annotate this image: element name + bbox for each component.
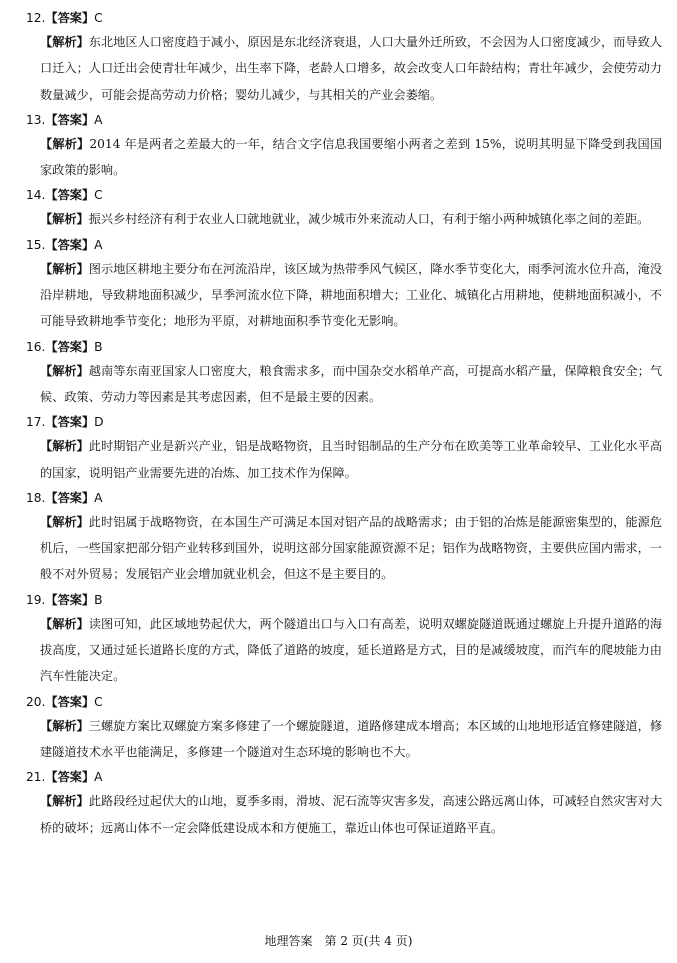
analysis-paragraph [26, 206, 662, 232]
answer-item [26, 487, 662, 588]
question-number: 20. [26, 694, 46, 709]
answer-line [26, 7, 662, 29]
answer-line [26, 589, 662, 611]
answer-item [26, 691, 662, 766]
question-number: 21. [26, 770, 46, 785]
answer-choice: A [94, 237, 103, 252]
answer-item [26, 589, 662, 690]
answer-choice: C [94, 694, 103, 709]
analysis-text: 振兴乡村经济有利于农业人口就地就业，减少城市外来流动人口，有利于缩小两种城镇化率之间的差距。 [88, 212, 650, 227]
analysis-tag: 【解析】 [40, 136, 90, 151]
analysis-paragraph [26, 509, 662, 588]
analysis-tag: 【解析】 [40, 794, 89, 809]
analysis-tag: 【解析】 [40, 616, 89, 631]
analysis-paragraph [26, 256, 662, 335]
answer-item [26, 411, 662, 486]
analysis-text: 此路段经过起伏大的山地，夏季多雨，滑坡、泥石流等灾害多发，高速公路远离山体，可减轻自然灾害对大桥的破坏；远离山体不一定会降低建设成本和方便施工，靠近山体也可保证道路平直。 [40, 794, 663, 835]
analysis-tag: 【解析】 [40, 439, 89, 454]
answer-tag: 【答案】 [45, 770, 95, 785]
answer-line [26, 766, 662, 788]
answer-tag: 【答案】 [45, 694, 95, 709]
question-number: 15. [26, 237, 46, 252]
analysis-tag: 【解析】 [40, 718, 89, 733]
answer-choice: C [94, 188, 103, 203]
analysis-text: 此时期铝产业是新兴产业，铝是战略物资，且当时铝制品的生产分布在欧美等工业革命较早、工业化水平高的国家，说明铝产业需要先进的冶炼、加工技术作为保障。 [40, 439, 663, 480]
answer-choice: A [94, 490, 103, 505]
answer-page [26, 6, 662, 842]
question-number: 12. [26, 11, 46, 25]
answer-line [26, 109, 662, 131]
analysis-paragraph [26, 131, 662, 184]
question-number: 14. [26, 188, 46, 203]
analysis-text: 读图可知，此区域地势起伏大，两个隧道出口与入口有高差，说明双螺旋隧道既通过螺旋上升提升道路的海拔高度，又通过延长道路长度的方式，降低了道路的坡度，延长道路是方式，目的是减缓坡度，而汽车的爬坡能力由汽车性能决定。 [40, 616, 663, 684]
analysis-paragraph [26, 611, 662, 690]
answer-item [26, 7, 662, 108]
analysis-tag: 【解析】 [40, 363, 89, 378]
question-number: 18. [26, 490, 46, 505]
answer-tag: 【答案】 [45, 592, 95, 607]
question-number: 17. [26, 415, 46, 430]
analysis-paragraph [26, 713, 662, 766]
question-number: 16. [26, 339, 46, 354]
answer-tag: 【答案】 [45, 237, 95, 252]
analysis-tag: 【解析】 [40, 35, 89, 49]
answer-choice: B [94, 592, 103, 607]
question-number: 19. [26, 592, 46, 607]
answer-item [26, 234, 662, 335]
analysis-paragraph [26, 29, 662, 108]
answer-tag: 【答案】 [45, 11, 95, 25]
analysis-text: 三螺旋方案比双螺旋方案多修建了一个螺旋隧道，道路修建成本增高；本区域的山地地形适宜修建隧道，修建隧道技术水平也能满足，多修建一个隧道对生态环境的影响也不大。 [40, 718, 663, 759]
analysis-paragraph [26, 433, 662, 486]
analysis-tag: 【解析】 [40, 212, 89, 227]
answer-line [26, 336, 662, 358]
answer-line [26, 691, 662, 713]
answer-line [26, 234, 662, 256]
answer-line [26, 184, 662, 206]
answer-choice: D [94, 415, 104, 430]
answer-tag: 【答案】 [45, 339, 95, 354]
analysis-text: 2014 年是两者之差最大的一年，结合文字信息我国要缩小两者之差到 15%，说明其明显下降受到我国国家政策的影响。 [40, 136, 662, 178]
analysis-text: 图示地区耕地主要分布在河流沿岸，该区域为热带季风气候区，降水季节变化大，雨季河流水位升高，淹没沿岸耕地，导致耕地面积减少，旱季河流水位下降，耕地面积增大；工业化、城镇化占用耕地，使耕地面积减小，不可能导致耕地季节变化；地形为平原，对耕地面积季节变化无影响。 [40, 261, 663, 329]
answer-choice: A [94, 112, 103, 127]
analysis-paragraph [26, 788, 662, 841]
answer-tag: 【答案】 [45, 415, 95, 430]
analysis-text: 越南等东南亚国家人口密度大，粮食需求多，而中国杂交水稻单产高，可提高水稻产量，保障粮食安全；气候、政策、劳动力等因素是其考虑因素，但不是最主要的因素。 [40, 363, 663, 404]
answer-choice: A [94, 770, 103, 785]
analysis-paragraph [26, 358, 662, 411]
answer-item [26, 184, 662, 232]
analysis-text: 东北地区人口密度趋于减小，原因是东北经济衰退，人口大量外迁所致，不会因为人口密度减少，而导致人口迁入；人口迁出会使青壮年减少，出生率下降，老龄人口增多，故会改变人口年龄结构；青壮年减少，会使劳动力数量减少，可能会提高劳动力价格；婴幼儿减少，与其相关的产业会萎缩。 [40, 35, 663, 102]
analysis-text: 此时铝属于战略物资，在本国生产可满足本国对铝产品的战略需求；由于铝的冶炼是能源密集型的，能源危机后，一些国家把部分铝产业转移到国外，说明这部分国家能源资源不足；铝作为战略物资，主要供应国内需求，一般不对外贸易；发展铝产业会增加就业机会，但这不是主要目的。 [40, 514, 663, 582]
analysis-tag: 【解析】 [40, 261, 89, 276]
page-footer: 地理答案 第 2 页(共 4 页) [264, 934, 413, 948]
answer-line [26, 411, 662, 433]
answer-tag: 【答案】 [45, 112, 95, 127]
answer-choice: B [94, 339, 103, 354]
answer-item [26, 109, 662, 184]
answer-item [26, 766, 662, 841]
question-number: 13. [26, 112, 46, 127]
answer-line [26, 487, 662, 509]
answer-tag: 【答案】 [45, 490, 95, 505]
answer-choice: C [94, 11, 103, 25]
answer-item [26, 336, 662, 411]
answer-tag: 【答案】 [45, 188, 95, 203]
analysis-tag: 【解析】 [40, 514, 89, 529]
